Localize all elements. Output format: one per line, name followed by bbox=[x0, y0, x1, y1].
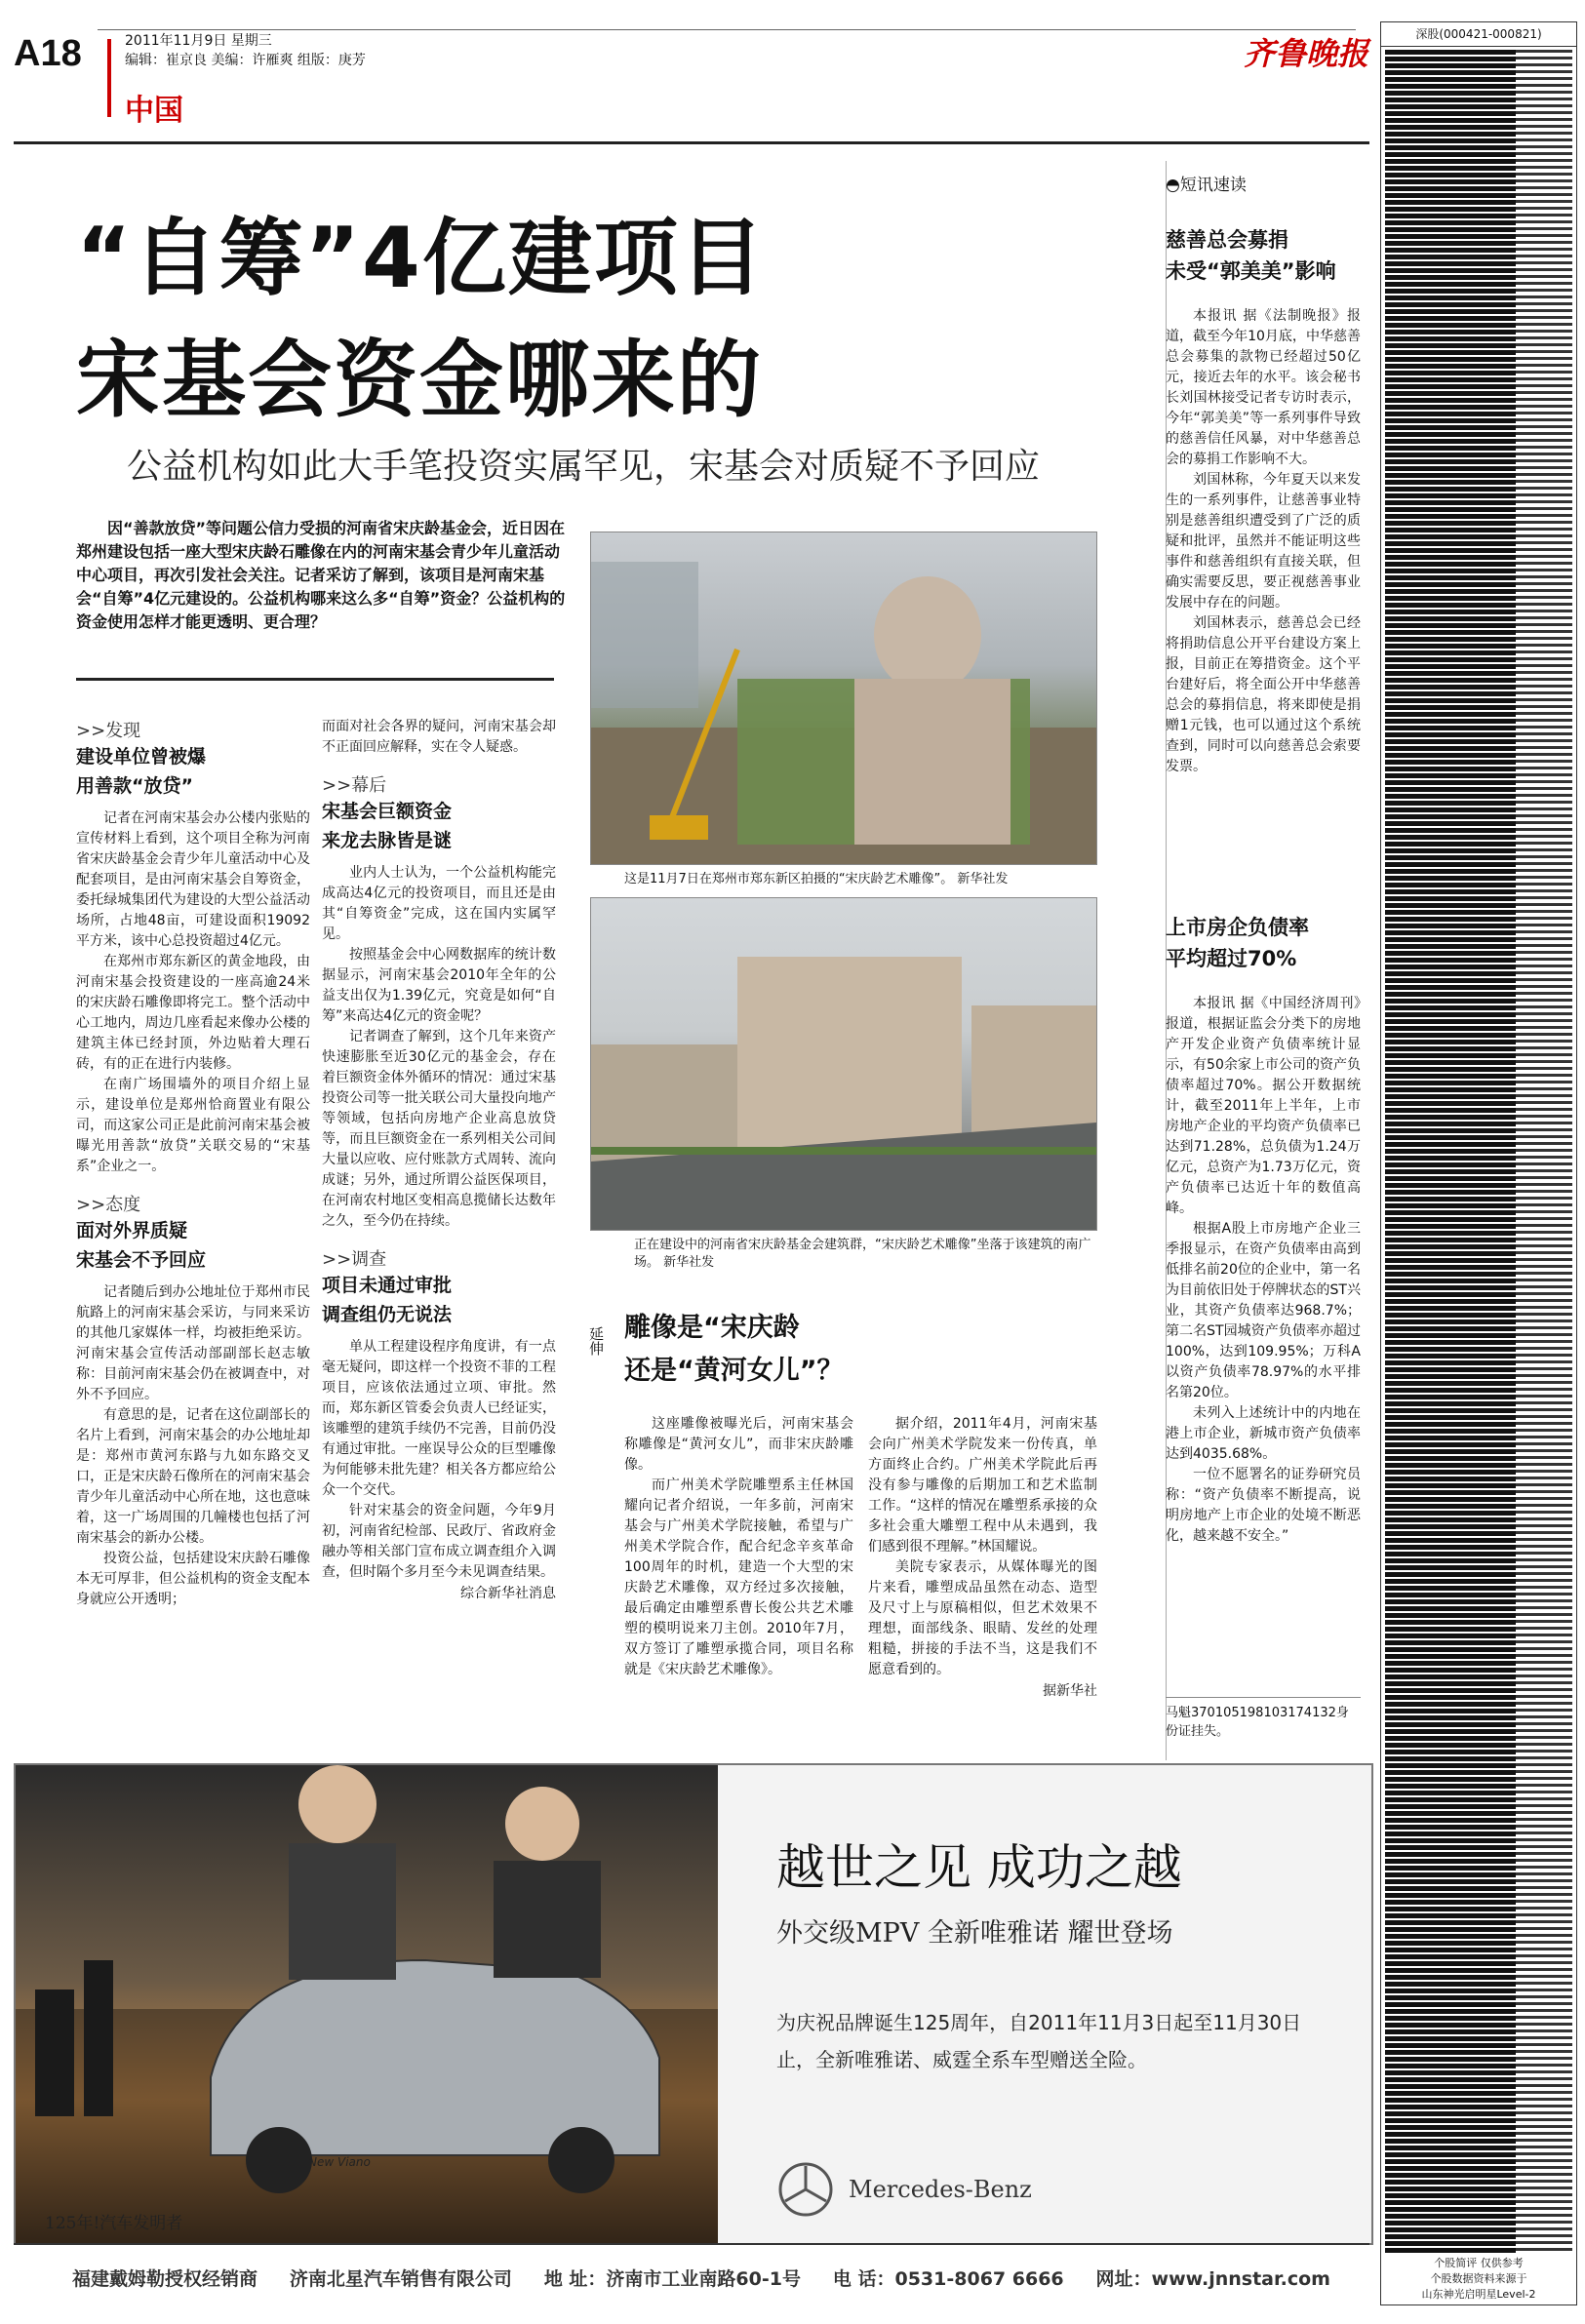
news-icon: ◓ bbox=[1166, 176, 1180, 195]
lost-id-notice: 马魁370105198103174132身份证挂失。 bbox=[1166, 1697, 1361, 1741]
section-tag-discovery: >>发现 bbox=[76, 721, 141, 741]
stock-table bbox=[1380, 21, 1577, 2305]
extension-tag: 延伸 bbox=[587, 1326, 605, 1356]
brief-title: 未受“郭美美”影响 bbox=[1166, 259, 1336, 283]
ad-anniversary: 125年!汽车发明者 bbox=[45, 2214, 183, 2233]
paragraph: 刘国林表示，慈善总会已经将捐助信息公开平台建设方案上报，目前正在筹措资金。这个平台建好后，将全面公开中华慈善总会的募捐信息，将来即使是捐赠1元钱，也可以通过这个系统查到，同时可以向慈善总会索要发票。 bbox=[1166, 615, 1361, 774]
section-tag-investigation: >>调查 bbox=[322, 1249, 387, 1270]
building-photo-illustration bbox=[591, 898, 1096, 1230]
header-rule bbox=[98, 29, 1356, 30]
editors-line: 编辑：崔京良 美编：许雁爽 组版：庚芳 bbox=[125, 53, 366, 68]
paragraph: 一位不愿署名的证券研究员称：“资产负债率不断提高，说明房地产上市企业的处境不断恶化，越来越不安全。” bbox=[1166, 1467, 1361, 1544]
footer-dealer: 福建戴姆勒授权经销商 bbox=[72, 2268, 258, 2290]
ad-promo: 为庆祝品牌诞生125周年，自2011年11月3日起至11月30日止，全新唯雅诺、威霆全系车型赠送全险。 bbox=[776, 2011, 1302, 2071]
subheadline: 公益机构如此大手笔投资实属罕见，宋基会对质疑不予回应 bbox=[127, 447, 1041, 487]
article-lead: 因“善款放贷”等问题公信力受损的河南省宋庆龄基金会，近日因在郑州建设包括一座大型宋庆龄石雕像在内的河南宋基会青少年儿童活动中心项目，再次引发社会关注。记者采访了解到，该项目是河南宋基会“自筹”4亿元建设的。公益机构哪来这么多“自筹”资金？公益机构的资金使用怎样才能更透明、更合理？ bbox=[76, 519, 566, 631]
mercedes-star-icon bbox=[776, 2160, 835, 2219]
paragraph: 未列入上述统计中的内地在港上市企业，新城市资产负债率达到4035.68%。 bbox=[1166, 1405, 1361, 1462]
paragraph: 本报讯 据《法制晚报》报道，截至今年10月底，中华慈善总会募集的款物已经超过50亿元，接近去年的水平。该会秘书长刘国林接受记者专访时表示，今年“郭美美”等一系列事件导致的慈善信任风暴，对中华慈善总会的募捐工作影响不大。 bbox=[1166, 308, 1361, 467]
ad-photo bbox=[16, 1765, 718, 2243]
photo-caption-1: 这是11月7日在郑州市郑东新区拍摄的“宋庆龄艺术雕像”。 新华社发 bbox=[624, 872, 1009, 886]
headline-line-1: “自筹”4亿建项目 bbox=[76, 210, 766, 307]
sidebar-label bbox=[1166, 171, 1247, 195]
lead-rule bbox=[76, 678, 554, 681]
extension-column-1 bbox=[624, 1414, 853, 1680]
brief-1 bbox=[1166, 224, 1361, 777]
header-meta bbox=[125, 31, 366, 70]
paragraph: 记者调查了解到，这个几年来资产快速膨胀至近30亿元的基金会，存在着巨额资金体外循环的情况：通过宋基投资公司等一批关联公司大量投向地产等领域，包括向房地产企业高息放贷等，而且巨额资金在一系列相关公司间大量以应收、应付账款方式周转、流向成谜；另外，通过所谓公益医保项目，在河南农村地区变相高息揽储长达数年之久，至今仍在持续。 bbox=[322, 1029, 556, 1229]
paragraph: 美院专家表示，从媒体曝光的图片来看，雕塑成品虽然在动态、造型及尺寸上与原稿相似，但艺术效果不理想，面部线条、眼睛、发丝的处理粗糙，拼接的手法不当，这是我们不愿意看到的。 bbox=[868, 1559, 1097, 1677]
stock-table-header: 深股(000421-000821) bbox=[1381, 22, 1576, 47]
brief-title: 平均超过70% bbox=[1166, 947, 1297, 970]
section-title: 宋基会巨额资金 bbox=[322, 801, 453, 822]
paragraph: 据介绍，2011年4月，河南宋基会向广州美术学院发来一份传真，单方面终止合约。广州美术学院此后再没有参与雕像的后期加工和艺术监制工作。“这样的情况在雕塑系承接的众多社会重大雕塑工程中从未遇到，我们感到很不理解。”林国耀说。 bbox=[868, 1416, 1097, 1555]
byline: 综合新华社消息 bbox=[460, 1586, 556, 1601]
page-number: A18 bbox=[14, 33, 82, 74]
photo-caption-2: 正在建设中的河南省宋庆龄基金会建筑群，“宋庆龄艺术雕像”坐落于该建筑的南广场。 新华社发 bbox=[634, 1238, 1091, 1270]
section-tag-attitude: >>态度 bbox=[76, 1195, 141, 1215]
paragraph: 而面对社会各界的疑问，河南宋基会却不正面回应解释，实在令人疑惑。 bbox=[322, 719, 556, 755]
ad-footer bbox=[14, 2243, 1369, 2313]
section-title: 来龙去脉皆是谜 bbox=[322, 830, 453, 851]
ad-tagline: 外交级MPV 全新唯雅诺 耀世登场 bbox=[776, 1918, 1173, 1949]
stock-table-rows bbox=[1385, 50, 1572, 2254]
car-advertisement bbox=[14, 1763, 1373, 2245]
section-title: 项目未通过审批 bbox=[322, 1275, 453, 1296]
top-rule bbox=[14, 141, 1369, 144]
footer-phone: 电 话：0531-8067 6666 bbox=[832, 2268, 1064, 2290]
statue-photo bbox=[590, 532, 1097, 865]
footer-company: 济南北星汽车销售有限公司 bbox=[289, 2268, 512, 2290]
stock-footer-line: 山东神光启明星Level-2 bbox=[1421, 2288, 1536, 2301]
paragraph: 记者在河南宋基会办公楼内张贴的宣传材料上看到，这个项目全称为河南省宋庆龄基金会青少年儿童活动中心及配套项目，是由河南宋基会自筹资金，委托绿城集团代为建设的大型公益活动场所，占地48亩，可建设面积19092平方米，该中心总投资超过4亿元。 bbox=[76, 810, 310, 949]
extension-title: 雕像是“宋庆龄 bbox=[624, 1313, 800, 1343]
stock-footer-line: 个股数据资料来源于 bbox=[1430, 2272, 1527, 2285]
paragraph: 而广州美术学院雕塑系主任林国耀向记者介绍说，一年多前，河南宋基会与广州美术学院接触，希望与广州美术学院合作，配合纪念辛亥革命100周年的时机，建造一个大型的宋庆龄艺术雕像，双方经过多次接触，最后确定由雕塑系曹长俊公共艺术雕塑的模明说来刀主创。2010年7月，双方签订了雕塑承揽合同，项目名称就是《宋庆龄艺术雕像》。 bbox=[624, 1477, 853, 1677]
byline: 据新华社 bbox=[1043, 1683, 1097, 1699]
date-line: 2011年11月9日 星期三 bbox=[125, 33, 272, 49]
extension-column-2 bbox=[868, 1414, 1097, 1700]
ad-brand-name: Mercedes-Benz bbox=[849, 2176, 1032, 2203]
section-tag-behind: >>幕后 bbox=[322, 775, 387, 796]
article-column-2 bbox=[322, 717, 556, 1602]
building-photo bbox=[590, 897, 1097, 1231]
sidebar-label-text: 短讯速读 bbox=[1179, 176, 1247, 195]
paragraph: 记者随后到办公地址位于郑州市民航路上的河南宋基会采访，与同来采访的其他几家媒体一样，均被拒绝采访。河南宋基会宣传活动部副部长赵志敏称：目前河南宋基会仍在被调查中，对外不予回应。 bbox=[76, 1284, 310, 1402]
masthead-logo: 齐鲁晚报 bbox=[1244, 35, 1369, 72]
extension-headline bbox=[624, 1307, 844, 1393]
paragraph: 根据A股上市房地产企业三季报显示，在资产负债率由高到低排名前20位的企业中，第一名为目前依旧处于停牌状态的ST兴业，其资产负债率达968.7%；第二名ST园城资产负债率亦超过100%，达到109.95%；万科A以资产负债率78.97%的水平排名第20位。 bbox=[1166, 1221, 1361, 1400]
headline-line-2: 宋基会资金哪来的 bbox=[76, 332, 763, 429]
footer-row bbox=[14, 2245, 1369, 2291]
brief-title: 上市房企负债率 bbox=[1166, 916, 1309, 939]
section-title: 中国 bbox=[125, 94, 183, 128]
stock-footer-line: 个股简评 仅供参考 bbox=[1434, 2257, 1524, 2269]
extension-title: 还是“黄河女儿”？ bbox=[624, 1356, 844, 1386]
section-title: 宋基会不予回应 bbox=[76, 1249, 207, 1271]
paragraph: 在南广场围墙外的项目介绍上显示，建设单位是郑州恰商置业有限公司，而这家公司正是此前河南宋基会被曝光用善款“放贷”关联交易的“宋基系”企业之一。 bbox=[76, 1077, 310, 1174]
ad-slogan: 越世之见 成功之越 bbox=[776, 1839, 1182, 1896]
footer-website: 网址：www.jnnstar.com bbox=[1095, 2268, 1330, 2290]
paragraph: 在郑州市郑东新区的黄金地段，由河南宋基会投资建设的一座高逾24米的宋庆龄石雕像即将完工。整个活动中心工地内，周边几座看起来像办公楼的建筑主体已经封顶，外边贴着大理石砖，有的正在进行内装修。 bbox=[76, 954, 310, 1072]
header-accent-bar bbox=[107, 39, 111, 117]
paragraph: 针对宋基会的资金问题，今年9月初，河南省纪检部、民政厅、省政府金融办等相关部门宣布成立调查组介入调查，但时隔个多月至今未见调查结果。 bbox=[322, 1503, 556, 1580]
section-title: 建设单位曾被爆 bbox=[76, 746, 207, 768]
ad-illustration bbox=[16, 1765, 718, 2243]
paragraph: 本报讯 据《中国经济周刊》报道，根据证监会分类下的房地产开发企业资产负债率统计显示，有50余家上市公司的资产负债率超过70%。据公开数据统计，截至2011年上半年，上市房地产企业的平均资产负债率已达到71.28%，总负债为1.24万亿元，总资产为1.73万亿元，资产负债率已达近十年的数值高峰。 bbox=[1166, 996, 1361, 1216]
section-title: 面对外界质疑 bbox=[76, 1220, 188, 1241]
section-title: 用善款“放贷” bbox=[76, 775, 193, 797]
paragraph: 业内人士认为，一个公益机构能完成高达4亿元的投资项目，而且还是由其“自筹资金”完成，这在国内实属罕见。 bbox=[322, 865, 556, 942]
paragraph: 单从工程建设程序角度讲，有一点毫无疑问，即这样一个投资不菲的工程项目，应该依法通过立项、审批。然而，郑东新区管委会负责人已经证实，该雕塑的建筑手续仍不完善，目前仍没有通过审批。一座误导公众的巨型雕像为何能够未批先建？相关各方都应给公众一个交代。 bbox=[322, 1339, 556, 1498]
ad-brand-block bbox=[776, 2155, 1069, 2224]
paragraph: 这座雕像被曝光后，河南宋基会称雕像是“黄河女儿”，而非宋庆龄雕像。 bbox=[624, 1416, 853, 1473]
article-column-1 bbox=[76, 717, 310, 1610]
section-title: 调查组仍无说法 bbox=[322, 1304, 453, 1325]
stock-table-footer bbox=[1381, 2256, 1576, 2304]
paragraph: 有意思的是，记者在这位副部长的名片上看到，河南宋基会的办公地址却是：郑州市黄河东路与九如东路交叉口，正是宋庆龄石像所在的河南宋基会青少年儿童活动中心所在地，这也意味着，这一广场周围的几幢楼也包括了河南宋基会的新办公楼。 bbox=[76, 1407, 310, 1546]
ad-plate: New Viano bbox=[308, 2155, 371, 2169]
paragraph: 按照基金会中心网数据库的统计数据显示，河南宋基会2010年全年的公益支出仅为1.39亿元，究竟是如何“自筹”来高达4亿元的资金呢？ bbox=[322, 947, 556, 1024]
paragraph: 投资公益，包括建设宋庆龄石雕像本无可厚非，但公益机构的资金支配本身就应公开透明； bbox=[76, 1551, 310, 1607]
statue-photo-illustration bbox=[591, 532, 1096, 864]
footer-address: 地 址：济南市工业南路60-1号 bbox=[543, 2268, 801, 2290]
brief-2 bbox=[1166, 912, 1361, 1547]
paragraph: 刘国林称，今年夏天以来发生的一系列事件，让慈善事业特别是慈善组织遭受到了广泛的质疑和批评，虽然并不能证明这些事件和慈善组织有直接关联，但确实需要反思，要正视慈善事业发展中存在的问题。 bbox=[1166, 472, 1361, 611]
brief-title: 慈善总会募捐 bbox=[1166, 228, 1288, 252]
